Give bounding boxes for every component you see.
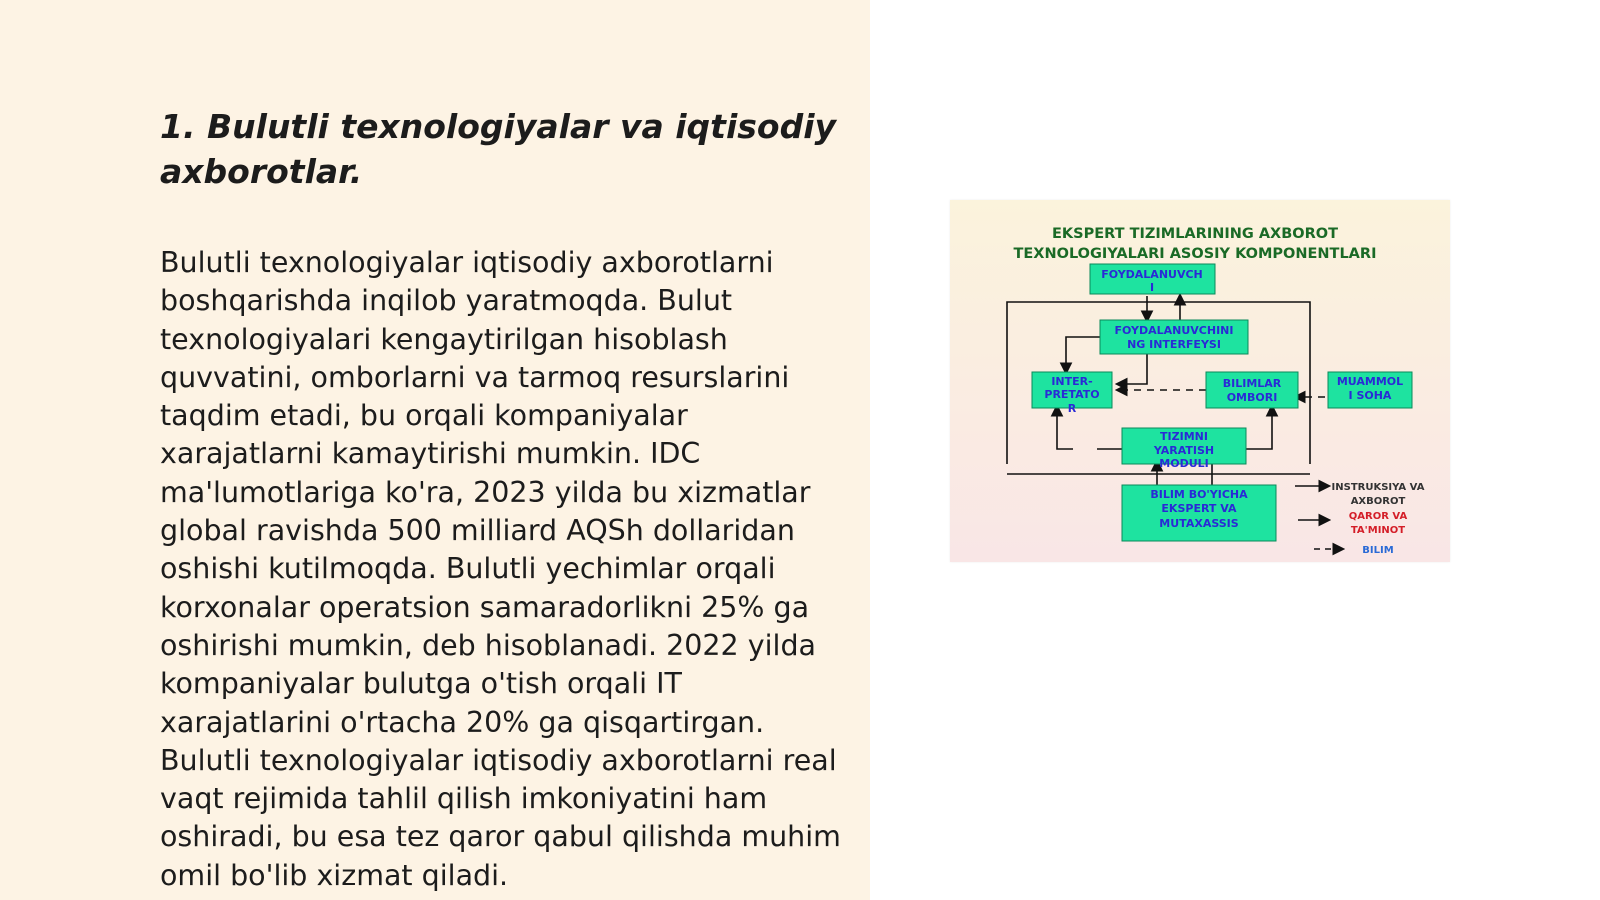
box-user [1090,264,1215,294]
box-expert [1122,485,1276,541]
box-interface-label1: FOYDALANUVCHINI [1114,324,1234,337]
diagram-title-line2: TEXNOLOGIYALARI ASOSIY KOMPONENTLARI [1013,246,1377,262]
box-interface-label2: NG INTERFEYSI [1127,338,1221,351]
box-knowledge-base [1206,372,1298,408]
diagram-title-line1: EKSPERT TIZIMLARINING AXBOROT [1052,226,1338,242]
box-creation-label3: MODULI [1159,457,1209,470]
diagram-legend [1332,482,1425,556]
box-creation-module [1122,428,1246,470]
box-user-label1: FOYDALANUVCH [1101,268,1203,281]
box-problem-label2: I SOHA [1348,389,1392,402]
box-problem-domain [1328,372,1412,408]
diagram-svg [950,200,1450,562]
box-interface [1100,320,1248,354]
box-creation-label1: TIZIMNI [1160,430,1208,443]
legend-item3: BILIM [1362,545,1394,556]
box-knowledge-label2: OMBORI [1226,391,1278,404]
box-interpreter-label3: R [1067,402,1077,415]
legend-item1-line2: AXBOROT [1350,496,1406,507]
legend-item2-line2: TA'MINOT [1350,525,1406,536]
box-expert-label2: EKSPERT VA [1161,502,1237,515]
box-interpreter-label1: INTER- [1051,375,1093,388]
box-knowledge-label1: BILIMLAR [1222,377,1282,390]
box-interpreter-label2: PRETATO [1044,388,1100,401]
box-problem-label1: MUAMMOL [1336,375,1404,388]
box-expert-label1: BILIM BO'YICHA [1150,488,1248,501]
box-interpreter [1032,372,1112,415]
box-user-label2: I [1149,281,1155,294]
legend-item1-line1: INSTRUKSIYA VA [1331,482,1425,493]
slide-heading: 1. Bulutli texnologiyalar va iqtisodiy axborotlar. [160,107,837,191]
box-expert-label3: MUTAXASSIS [1159,517,1239,530]
slide-body-text: Bulutli texnologiyalar iqtisodiy axborotlarni boshqarishda inqilob yaratmoqda. Bulut texnologiyalari kengaytirilgan hisoblash quvvatini, omborlarni va tarmoq resurslarini taqdim etadi, bu orqali kompaniyalar xarajatlarni kamaytirishi mumkin. IDC ma'lumotlariga ko'ra, 2023 yilda bu xizmatlar global ravishda 500 milliard AQSh dollaridan oshishi kutilmoqda. Bulutli yechimlar orqali korxonalar operatsion samaradorlikni 25% ga oshirishi mumkin, deb hisoblanadi. 2022 yilda kompaniyalar bulutga o'tish orqali IT xarajatlarini o'rtacha 20% ga qisqartirgan. Bulutli texnologiyalar iqtisodiy axborotlarni real vaqt rejimida tahlil qilish imkoniyatini ham oshiradi, bu esa tez qaror qabul qilishda muhim omil bo'lib xizmat qiladi. [160,246,841,892]
expert-system-diagram [950,200,1450,562]
box-creation-label2: YARATISH [1153,444,1215,457]
legend-item2-line1: QAROR VA [1348,511,1408,522]
